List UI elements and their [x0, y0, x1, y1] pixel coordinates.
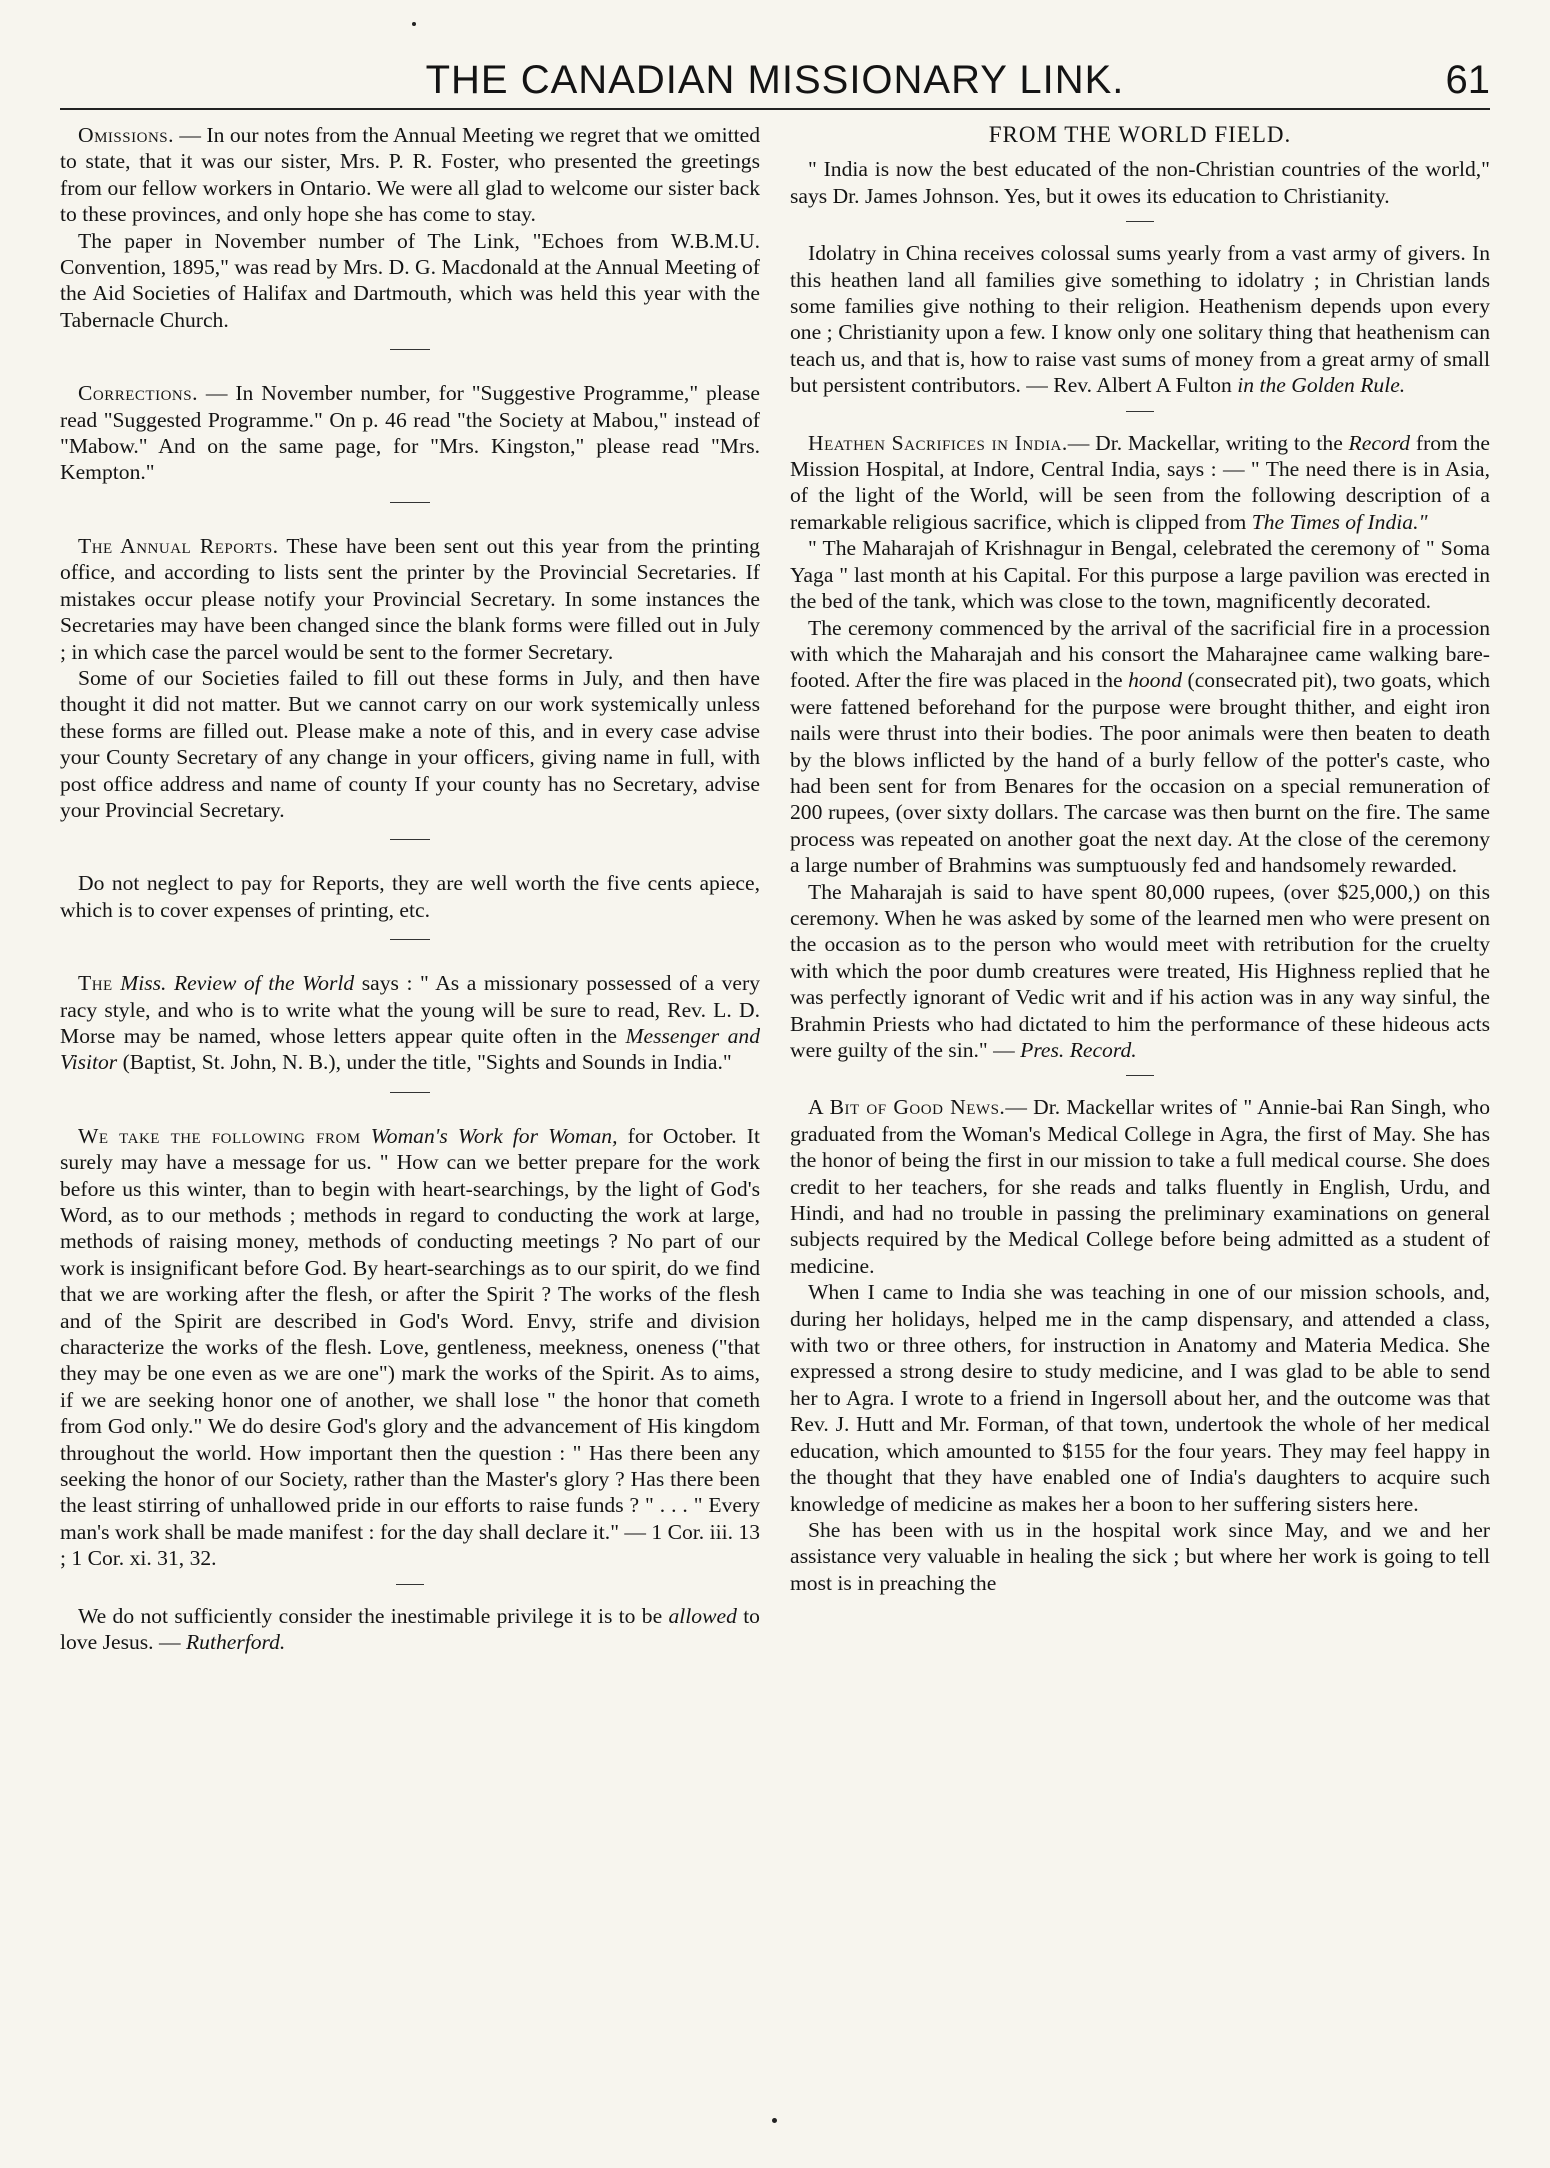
sacrifices-para3b: (consecrated pit), two goats, which were fattened beforehand for the purpose were brought thither, and eight iron nails were thrust into their bodies. The poor animals were then beaten to death by the blows inflicted by the hand of a burly fellow of the potter's caste, who had been sent for from Benares for the occasion on a special remuneration of 200 rupees, (over sixty dollars. The carcase was then burnt on the fire. The same process was repeated on another goat the next day. At the close of the ceremony a large number of Brahmins was sumptuously fed and handsomely rewarded.	[790, 668, 1490, 878]
annual-reports-heading: The Annual Reports.	[78, 533, 279, 558]
miss-review-text2: (Baptist, St. John, N. B.), under the title, "Sights and Sounds in India."	[122, 1050, 732, 1075]
sacrifices-para2: " The Maharajah of Krishnagur in Bengal, celebrated the ceremony of " Soma Yaga " last month at his Capital. For this purpose a large pavilion was erected in the bed of the tank, which was close to the town, magnificently decorated.	[790, 536, 1490, 614]
reports-note-text: Do not neglect to pay for Reports, they are well worth the five cents apiece, which is to cover expenses of printing, etc.	[60, 871, 760, 922]
annual-reports-text: These have been sent out this year from the printing office, and according to lists sent the printer by the Provincial Secretaries. If mistakes occur please notify your Provincial Secretary. In some instances the Secretaries may have been changed since the blank forms were filled out in July ; in which case the parcel would be sent to the former Secretary.	[60, 533, 760, 664]
printer-mark	[772, 2118, 777, 2123]
annual-reports-para2: Some of our Societies failed to fill out these forms in July, and then have thought it did not matter. But we cannot carry on our work systemically unless these forms are filled out. Please make a note of this, and in every case advise your County Secretary of any change in your officers, giving name in full, with post office address and name of county If your county has no Secretary, advise your Provincial Secretary.	[60, 665, 760, 822]
sacrifices-text: — Dr. Mackellar, writing to the	[1067, 430, 1343, 455]
miss-review-lead: The	[78, 971, 113, 996]
section-divider	[390, 502, 430, 503]
section-divider	[1126, 1075, 1154, 1076]
section-divider	[1126, 221, 1154, 222]
omissions-para2: The paper in November number of The Link, "Echoes from W.B.M.U. Convention, 1895," was read by Mrs. D. G. Macdonald at the Annual Meeting of the Aid Societies of Halifax and Dartmouth, which was held this year with the Tabernacle Church.	[60, 228, 760, 332]
womans-work-item	[60, 1123, 760, 1572]
sacrifices-attrib: Pres. Record.	[1020, 1038, 1137, 1062]
idolatry-source: in the Golden Rule.	[1237, 373, 1406, 398]
reports-note-item	[60, 870, 760, 923]
idolatry-text: Idolatry in China receives colossal sums yearly from a vast army of givers. In this heathen land all families give something to idolatry ; in Christian lands some families give nothing to their religion. Heathenism depends upon every one ; Christianity upon a few. I know only one solitary thing that heathenism can teach us, and that is, how to raise vast sums of money from a great army of small but persistent contributors. — Rev. Albert A Fulton	[790, 241, 1490, 398]
omissions-item: Omissions. — In our notes from the Annual Meeting we regret that we omitted to state, that it was our sister, Mrs. P. R. Foster, who presented the greetings from our fellow workers in Ontario. We were all glad to welcome our sister back to these provinces, and only hope she has come to stay. The paper in November number of The Link, "Echoes from W.B.M.U. Convention, 1895," was read by Mrs. D. G. Macdonald at the Annual Meeting of the Aid Societies of Halifax and Dartmouth, which was held this year with the Tabernacle Church.	[60, 123, 760, 332]
good-news-para3: She has been with us in the hospital work since May, and we and her assistance very valuable in healing the sick ; but where her work is going to tell most is in preaching the	[790, 1517, 1490, 1595]
right-column	[790, 122, 1490, 2122]
womans-work-text: for October. It surely may have a message for us. " How can we better prepare for the work before us this winter, than to begin with heart-searchings, by the light of God's Word, as to our methods ; methods in regard to conducting the work at large, methods of raising money, methods of conducting meetings ? No part of our work is insignificant before God. By heart-searchings as to our spirit, do we find that we are working after the flesh, or after the Spirit ? The works of the flesh and of the Spirit are described in God's Word. Envy, strife and division characterize the works of the flesh. Love, gentleness, meekness, oneness ("that they may be one even as we are one") mark the works of the Spirit. As to aims, if we are seeking honor one of another, we shall lose " the honor that cometh from God only." We do desire God's glory and the advancement of His kingdom throughout the world. How important then the question : " Has there been any seeking the honor of our Society, rather than the Master's glory ? Has there been the least stirring of unhallowed pride in our efforts to raise funds ? " . . . " Every man's work shall be made manifest : for the day shall declare it." — 1 Cor. iii. 13 ; 1 Cor. xi. 31, 32.	[60, 1123, 760, 1571]
section-divider	[390, 1092, 430, 1093]
rutherford-attrib: Rutherford.	[185, 1630, 286, 1655]
womans-work-lead: We take the following from	[78, 1123, 361, 1148]
miss-review-paper: Messenger and Visitor	[60, 1023, 760, 1075]
idolatry-item	[790, 240, 1490, 398]
page-header	[60, 58, 1490, 110]
womans-work-source: Woman's Work for Woman,	[370, 1123, 618, 1148]
rutherford-emph: allowed	[668, 1603, 737, 1628]
omissions-heading: Omissions.	[78, 123, 175, 147]
sacrifices-text2: from the Mission Hospital, at Indore, Central India, says : — " The need there is in Asia, of the light of the World, will be seen from the following description of a remarkable religious sacrifice, which is clipped from	[790, 430, 1490, 534]
miss-review-item	[60, 970, 760, 1076]
miss-review-text: says : " As a missionary possessed of a very racy style, and who is to write what the young will be sure to read, Rev. L. D. Morse may be named, whose letters appear quite often in the	[60, 971, 760, 1048]
miss-review-title: Miss. Review of the World	[120, 971, 355, 996]
sacrifices-item	[790, 430, 1490, 1064]
good-news-text: — Dr. Mackellar writes of " Annie-bai Ran Singh, who graduated from the Woman's Medical College in Agra, the first of May. She has the honor of being the first in our mission to take a full medical course. She does credit to her teachers, for she reads and talks fluently in English, Urdu, and Hindi, and had no trouble in passing the preliminary examinations on general subjects required by the Medical College before being admitted as a student of medicine.	[790, 1095, 1490, 1278]
rutherford-text2: to love Jesus. —	[60, 1603, 760, 1655]
printer-mark	[412, 22, 416, 26]
sacrifices-hoond: hoond	[1128, 668, 1183, 693]
good-news-heading: A Bit of Good News.	[808, 1095, 1006, 1120]
section-divider	[1126, 411, 1154, 412]
annual-reports-item	[60, 533, 760, 823]
india-educated-text: " India is now the best educated of the non-Christian countries of the world," says Dr. James Johnson. Yes, but it owes its education to Christianity.	[790, 157, 1490, 208]
corrections-text: In November number, for "Suggestive Programme," please read "Suggested Programme." On p. 46 read "the Society at Mabou," instead of "Mabow." And on the same page, for "Mrs. Kingston," please read "Mrs. Kempton."	[60, 381, 760, 485]
good-news-item	[790, 1094, 1490, 1596]
sacrifices-heading: Heathen Sacrifices in India.	[808, 430, 1068, 455]
corrections-heading: Corrections.	[78, 381, 198, 406]
section-divider	[396, 1584, 424, 1585]
section-divider	[390, 939, 430, 940]
sacrifices-times: The Times of India."	[1251, 509, 1428, 534]
india-educated-item	[790, 156, 1490, 209]
left-column	[60, 122, 760, 2122]
rutherford-item	[60, 1603, 760, 1656]
sacrifices-para3a: The ceremony commenced by the arrival of the sacrificial fire in a procession with which the Maharajah and his consort the Maharajnee came walking bare-footed. After the fire was placed in the	[790, 615, 1490, 693]
corrections-item: Corrections. — In November number, for "Suggestive Programme," please read "Suggested Programme." On p. 46 read "the Society at Mabou," instead of "Mabow." And on the same page, for "Mrs. Kingston," please read "Mrs. Kempton."	[60, 381, 760, 485]
masthead-title: THE CANADIAN MISSIONARY LINK.	[425, 58, 1125, 102]
good-news-para2: When I came to India she was teaching in one of our mission schools, and, during her holidays, helped me in the camp dispensary, and attended a class, with two or three others, for instruction in Anatomy and Materia Medica. She expressed a strong desire to study medicine, and I was glad to be able to send her to Agra. I wrote to a friend in Ingersoll about her, and the outcome was that Rev. J. Hutt and Mr. Forman, of that town, undertook the whole of her medical education, which amounted to $155 for the four years. They may feel happy in the thought that they have enabled one of India's daughters to acquire such knowledge of medicine as makes her a boon to her suffering sisters here.	[790, 1280, 1490, 1516]
world-field-heading: FROM THE WORLD FIELD.	[988, 122, 1292, 147]
sacrifices-record: Record	[1348, 430, 1411, 455]
rutherford-text: We do not sufficiently consider the inestimable privilege it is to be	[78, 1603, 663, 1628]
sacrifices-para4: The Maharajah is said to have spent 80,000 rupees, (over $25,000,) on this ceremony. When he was asked by some of the learned men who were present on the occasion as to the person who would meet with retribution for the cruelty with which the poor dumb creatures were treated, His Highness replied that he was perfectly ignorant of Vedic writ and if his action was in any way sinful, the Brahmin Priests who had dictated to him the performance of these hideous acts were guilty of the sin." —	[790, 879, 1490, 1062]
omissions-text: In our notes from the Annual Meeting we regret that we omitted to state, that it was our sister, Mrs. P. R. Foster, who presented the greetings from our fellow workers in Ontario. We were all glad to welcome our sister back to these provinces, and only hope she has come to stay.	[60, 123, 760, 227]
section-divider	[390, 839, 430, 840]
section-divider	[390, 349, 430, 350]
page-number: 61	[1445, 58, 1490, 102]
